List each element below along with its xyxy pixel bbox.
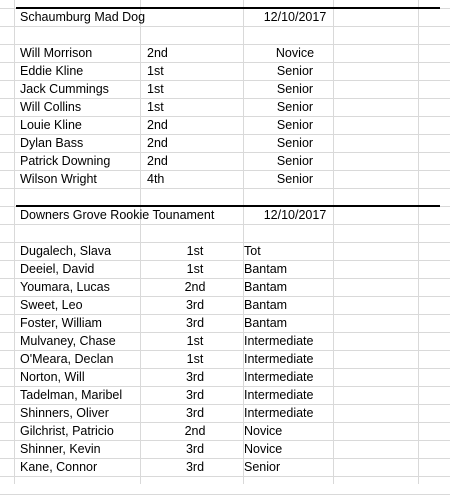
player-name[interactable]: Deeiel, David bbox=[20, 262, 95, 276]
division[interactable]: Bantam bbox=[244, 262, 288, 276]
division[interactable]: Senior bbox=[276, 136, 314, 150]
table-row bbox=[0, 98, 450, 116]
placement[interactable]: 1st bbox=[186, 262, 204, 276]
placement[interactable]: 4th bbox=[147, 172, 165, 186]
table-row bbox=[0, 134, 450, 152]
division[interactable]: Senior bbox=[244, 460, 281, 474]
placement[interactable]: 3rd bbox=[185, 370, 205, 384]
player-name[interactable]: Dylan Bass bbox=[20, 136, 84, 150]
table-row bbox=[0, 170, 450, 188]
division[interactable]: Bantam bbox=[244, 280, 288, 294]
grid-row-line bbox=[0, 224, 450, 225]
placement[interactable]: 3rd bbox=[185, 298, 205, 312]
player-name[interactable]: Gilchrist, Patricio bbox=[20, 424, 114, 438]
division[interactable]: Novice bbox=[244, 424, 283, 438]
division[interactable]: Novice bbox=[244, 442, 283, 456]
placement[interactable]: 3rd bbox=[185, 460, 205, 474]
table-row bbox=[0, 404, 450, 422]
player-name[interactable]: Shinner, Kevin bbox=[20, 442, 101, 456]
division[interactable]: Senior bbox=[276, 64, 314, 78]
section-header bbox=[0, 206, 450, 224]
event-title[interactable]: Downers Grove Rookie Tounament bbox=[20, 208, 215, 222]
player-name[interactable]: Shinners, Oliver bbox=[20, 406, 109, 420]
placement[interactable]: 2nd bbox=[184, 280, 206, 294]
placement[interactable]: 3rd bbox=[185, 316, 205, 330]
table-row bbox=[0, 368, 450, 386]
division[interactable]: Senior bbox=[276, 82, 314, 96]
placement[interactable]: 3rd bbox=[185, 388, 205, 402]
placement[interactable]: 2nd bbox=[147, 154, 168, 168]
table-row bbox=[0, 350, 450, 368]
placement[interactable]: 2nd bbox=[147, 46, 168, 60]
table-row bbox=[0, 260, 450, 278]
placement[interactable]: 2nd bbox=[147, 136, 168, 150]
division[interactable]: Intermediate bbox=[244, 334, 314, 348]
placement[interactable]: 3rd bbox=[185, 442, 205, 456]
placement[interactable]: 1st bbox=[147, 64, 164, 78]
player-name[interactable]: Kane, Connor bbox=[20, 460, 98, 474]
player-name[interactable]: Youmara, Lucas bbox=[20, 280, 110, 294]
table-row bbox=[0, 80, 450, 98]
placement[interactable]: 1st bbox=[186, 244, 204, 258]
player-name[interactable]: Foster, William bbox=[20, 316, 102, 330]
player-name[interactable]: Tadelman, Maribel bbox=[20, 388, 123, 402]
division[interactable]: Bantam bbox=[244, 316, 288, 330]
table-row bbox=[0, 116, 450, 134]
division[interactable]: Novice bbox=[275, 46, 315, 60]
division[interactable]: Intermediate bbox=[244, 370, 314, 384]
table-row bbox=[0, 422, 450, 440]
player-name[interactable]: O'Meara, Declan bbox=[20, 352, 114, 366]
grid-row-line bbox=[0, 26, 450, 27]
division[interactable]: Intermediate bbox=[244, 406, 314, 420]
player-name[interactable]: Jack Cummings bbox=[20, 82, 109, 96]
event-title[interactable]: Schaumburg Mad Dog bbox=[20, 10, 146, 24]
player-name[interactable]: Eddie Kline bbox=[20, 64, 84, 78]
player-name[interactable]: Patrick Downing bbox=[20, 154, 111, 168]
table-row bbox=[0, 386, 450, 404]
player-name[interactable]: Will Collins bbox=[20, 100, 82, 114]
division[interactable]: Intermediate bbox=[244, 352, 314, 366]
placement[interactable]: 3rd bbox=[185, 406, 205, 420]
event-date[interactable]: 12/10/2017 bbox=[263, 208, 327, 222]
table-row bbox=[0, 278, 450, 296]
division[interactable]: Senior bbox=[276, 100, 314, 114]
player-name[interactable]: Dugalech, Slava bbox=[20, 244, 112, 258]
division[interactable]: Bantam bbox=[244, 298, 288, 312]
table-row bbox=[0, 314, 450, 332]
placement[interactable]: 2nd bbox=[184, 424, 206, 438]
player-name[interactable]: Wilson Wright bbox=[20, 172, 97, 186]
table-row bbox=[0, 152, 450, 170]
event-date[interactable]: 12/10/2017 bbox=[263, 10, 327, 24]
division[interactable]: Tot bbox=[244, 244, 261, 258]
table-row bbox=[0, 458, 450, 476]
placement[interactable]: 1st bbox=[147, 82, 164, 96]
division[interactable]: Senior bbox=[276, 118, 314, 132]
placement[interactable]: 1st bbox=[147, 100, 164, 114]
player-name[interactable]: Will Morrison bbox=[20, 46, 93, 60]
section-header bbox=[0, 8, 450, 26]
grid-row-line bbox=[0, 476, 450, 477]
player-name[interactable]: Louie Kline bbox=[20, 118, 82, 132]
division[interactable]: Intermediate bbox=[244, 388, 314, 402]
placement[interactable]: 1st bbox=[186, 352, 204, 366]
table-row bbox=[0, 332, 450, 350]
table-row bbox=[0, 62, 450, 80]
placement[interactable]: 2nd bbox=[147, 118, 168, 132]
player-name[interactable]: Norton, Will bbox=[20, 370, 85, 384]
player-name[interactable]: Mulvaney, Chase bbox=[20, 334, 116, 348]
table-row bbox=[0, 296, 450, 314]
table-row bbox=[0, 440, 450, 458]
division[interactable]: Senior bbox=[276, 172, 314, 186]
table-row bbox=[0, 242, 450, 260]
division[interactable]: Senior bbox=[276, 154, 314, 168]
placement[interactable]: 1st bbox=[186, 334, 204, 348]
player-name[interactable]: Sweet, Leo bbox=[20, 298, 83, 312]
table-row bbox=[0, 44, 450, 62]
grid-row-line bbox=[0, 188, 450, 189]
